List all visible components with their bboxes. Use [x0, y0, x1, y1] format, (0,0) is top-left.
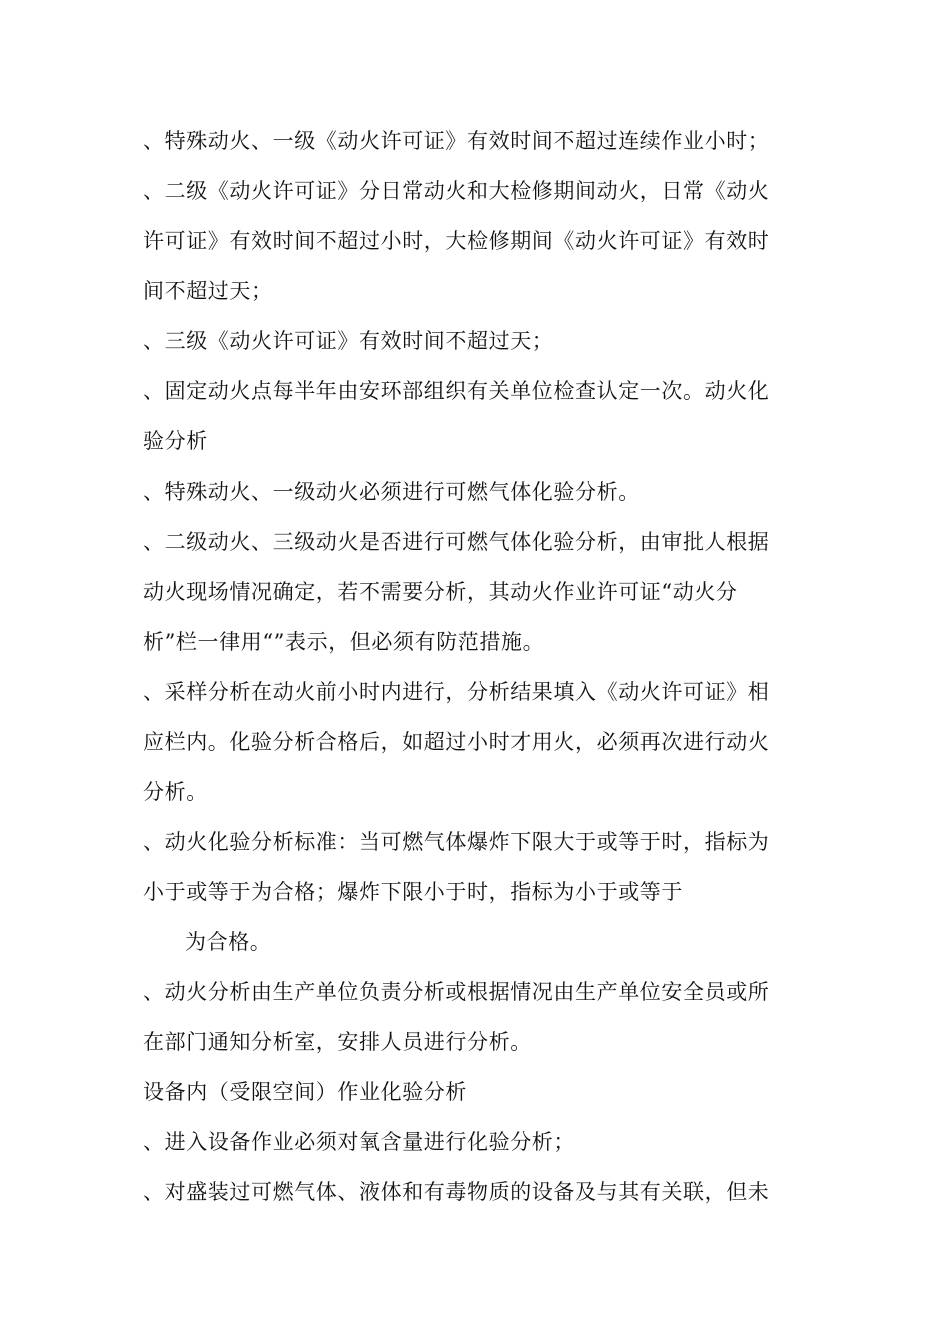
text-line: 、三级《动火许可证》有效时间不超过天；: [143, 329, 554, 353]
text-line: 许可证》有效时间不超过小时，大检修期间《动火许可证》有效时: [143, 229, 770, 253]
text-line: 、采样分析在动火前小时内进行，分析结果填入《动火许可证》相: [143, 680, 770, 704]
text-line: 、固定动火点每半年由安环部组织有关单位检查认定一次。动火化: [143, 379, 770, 403]
text-line: 、二级动火、三级动火是否进行可燃气体化验分析，由审批人根据: [143, 530, 770, 554]
text-line: 应栏内。化验分析合格后，如超过小时才用火，必须再次进行动火: [143, 730, 770, 754]
text-line: 间不超过天；: [143, 279, 273, 303]
text-line: 为合格。: [185, 930, 272, 954]
text-line: 析”栏一律用“”表示，但必须有防范措施。: [143, 630, 545, 654]
text-line: 、动火分析由生产单位负责分析或根据情况由生产单位安全员或所: [143, 980, 770, 1004]
text-line: 、对盛装过可燃气体、液体和有毒物质的设备及与其有关联，但未: [143, 1180, 770, 1204]
text-line: 、特殊动火、一级《动火许可证》有效时间不超过连续作业小时；: [143, 129, 770, 153]
text-line: 动火现场情况确定，若不需要分析，其动火作业许可证“动火分: [143, 580, 738, 604]
text-line: 分析。: [143, 780, 208, 804]
text-line: 、特殊动火、一级动火必须进行可燃气体化验分析。: [143, 480, 640, 504]
text-line: 在部门通知分析室，安排人员进行分析。: [143, 1030, 532, 1054]
text-line: 、动火化验分析标准：当可燃气体爆炸下限大于或等于时，指标为: [143, 830, 770, 854]
section-heading: 设备内（受限空间）作业化验分析: [143, 1080, 467, 1104]
text-line: 、进入设备作业必须对氧含量进行化验分析；: [143, 1130, 575, 1154]
text-line: 、二级《动火许可证》分日常动火和大检修期间动火，日常《动火: [143, 179, 770, 203]
text-line: 验分析: [143, 429, 208, 453]
text-line: 小于或等于为合格；爆炸下限小于时，指标为小于或等于: [143, 880, 683, 904]
